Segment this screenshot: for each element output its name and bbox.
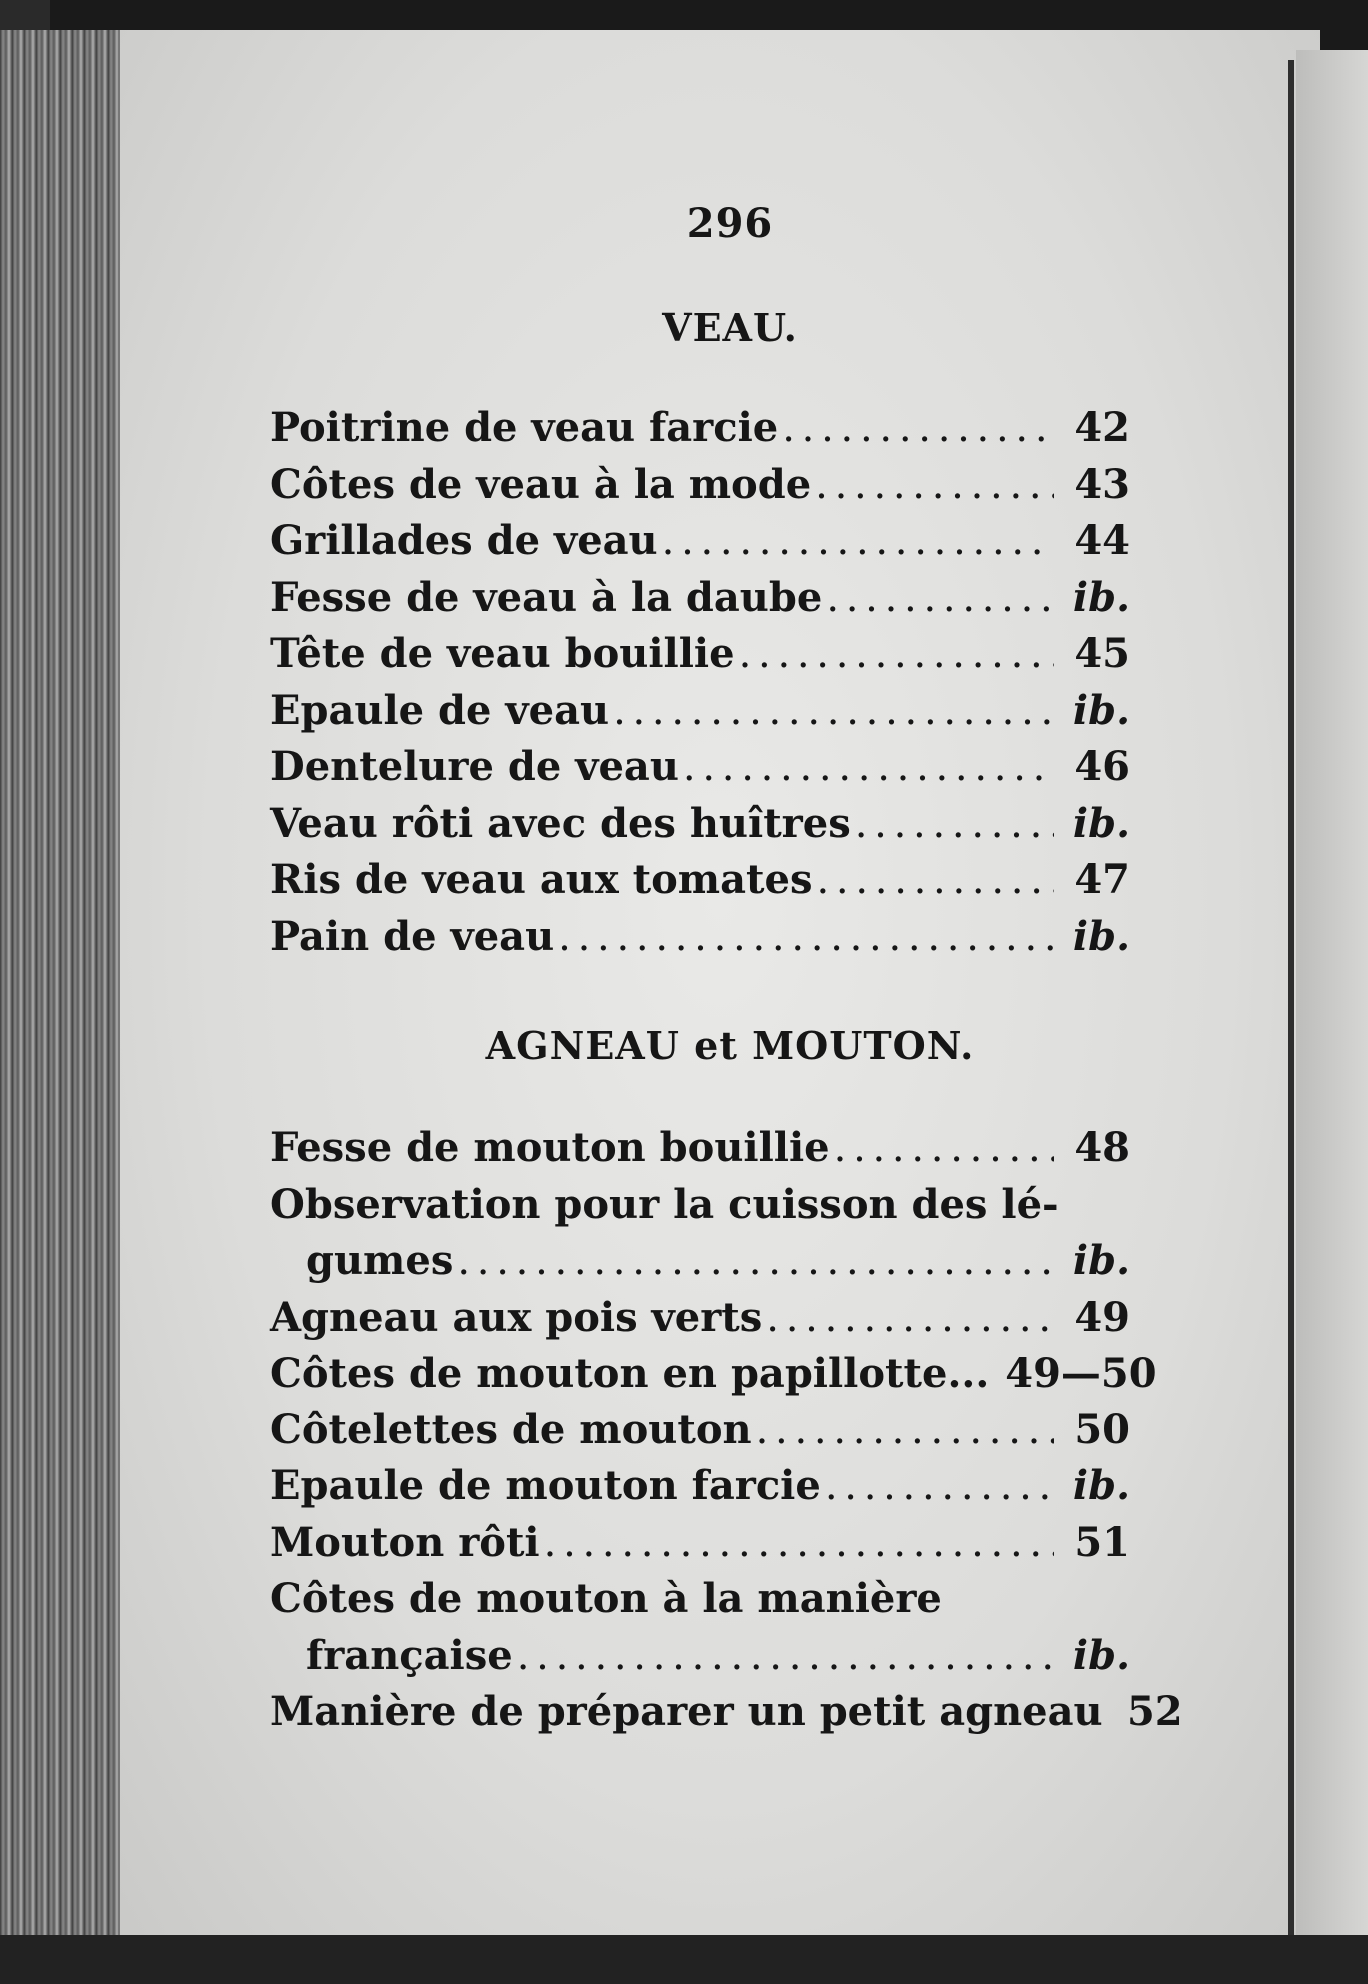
index-content (270, 200, 1183, 1741)
toc-entry (270, 1458, 1130, 1515)
page-number: 296 (686, 200, 774, 247)
entry-label: Fesse de mouton bouillie (270, 1124, 830, 1171)
dot-leader (826, 571, 1054, 627)
dot-leader (825, 1459, 1054, 1515)
entry-label: Mouton rôti (270, 1518, 540, 1566)
entry-label: Côtelettes de mouton (270, 1405, 752, 1453)
dot-leader (683, 740, 1054, 796)
entry-page: 52 (1126, 1688, 1183, 1735)
section-title-veau: VEAU. (662, 305, 798, 350)
dot-leader (815, 458, 1054, 514)
entry-page: 48 (1074, 1124, 1130, 1171)
entry-label: Poitrine de veau farcie (270, 404, 779, 451)
entry-page: 44 (1074, 517, 1130, 564)
entry-label: gumes (306, 1237, 454, 1284)
entry-page: 45 (1074, 630, 1130, 677)
toc-entry (270, 739, 1130, 796)
facing-page-edge (1296, 50, 1368, 1950)
entry-page: ib. (1072, 912, 1130, 960)
entry-page: 46 (1074, 743, 1130, 790)
dot-leader (558, 910, 1054, 966)
entry-page: 47 (1074, 856, 1130, 903)
section-title-agneau-mouton: AGNEAU et MOUTON. (485, 1023, 975, 1068)
entry-label: Dentelure de veau (270, 743, 679, 790)
binding-gutter (1288, 60, 1294, 1940)
toc-entry (270, 1177, 1130, 1234)
entry-label: Fesse de veau à la daube (270, 573, 823, 621)
dot-leader (739, 627, 1054, 683)
toc-entry (270, 457, 1130, 514)
entry-label: Tête de veau bouillie (270, 630, 735, 677)
entry-label: Côtes de mouton en papillotte... (270, 1350, 990, 1397)
entry-label: Côtes de mouton à la manière (270, 1575, 942, 1622)
entry-label: Agneau aux pois verts (270, 1293, 763, 1341)
toc-entry (270, 796, 1130, 853)
entry-label: française (306, 1631, 513, 1679)
entry-page: ib. (1072, 1462, 1130, 1509)
toc-entry (270, 513, 1130, 570)
entry-page: 43 (1074, 460, 1130, 508)
dot-leader (855, 797, 1054, 853)
entry-page: ib. (1072, 1237, 1130, 1284)
dot-leader (834, 1121, 1054, 1177)
entry-label: Grillades de veau (270, 517, 658, 564)
toc-entry (270, 570, 1130, 627)
entry-label: Pain de veau (270, 912, 555, 960)
toc-entry (270, 1290, 1130, 1347)
toc-entry (270, 1515, 1130, 1572)
dot-leader (756, 1403, 1054, 1459)
toc-entry (270, 1402, 1130, 1459)
toc-entry (270, 909, 1130, 966)
toc-entry (270, 1346, 1157, 1402)
dot-leader (662, 514, 1054, 570)
entry-label: Epaule de mouton farcie (270, 1462, 821, 1509)
toc-entry (270, 683, 1130, 740)
toc-list-veau (270, 400, 1130, 965)
dot-leader (816, 853, 1054, 909)
toc-entry (270, 852, 1130, 909)
toc-entry (270, 626, 1130, 683)
toc-list-agneau-mouton (270, 1120, 1183, 1741)
entry-page: 49—50 (1005, 1350, 1157, 1397)
entry-label: Côtes de veau à la mode (270, 460, 812, 508)
dot-leader (766, 1291, 1054, 1347)
toc-entry (270, 1571, 1130, 1628)
entry-page: ib. (1072, 686, 1130, 734)
dot-leader (782, 401, 1054, 457)
scan-background (0, 1935, 1368, 1984)
entry-page: ib. (1072, 799, 1130, 847)
entry-label: Epaule de veau (270, 686, 610, 734)
entry-page: 42 (1074, 404, 1130, 451)
toc-entry (270, 1628, 1130, 1685)
entry-page: ib. (1072, 573, 1130, 621)
entry-page: 49 (1074, 1293, 1130, 1341)
dot-leader (457, 1234, 1054, 1290)
toc-entry (270, 1233, 1130, 1290)
page-edges (0, 30, 130, 1960)
dot-leader (544, 1516, 1054, 1572)
toc-entry (270, 400, 1130, 457)
entry-page: ib. (1072, 1631, 1130, 1679)
dot-leader (517, 1629, 1054, 1685)
entry-label: Ris de veau aux tomates (270, 856, 813, 903)
toc-entry (270, 1684, 1183, 1741)
dot-leader (613, 684, 1054, 740)
entry-page: 51 (1074, 1518, 1130, 1566)
entry-label: Observation pour la cuisson des lé- (270, 1180, 1059, 1228)
entry-page: 50 (1074, 1405, 1130, 1453)
entry-label: Manière de préparer un petit agneau (270, 1688, 1103, 1735)
toc-entry (270, 1120, 1130, 1177)
entry-label: Veau rôti avec des huîtres (270, 799, 851, 847)
